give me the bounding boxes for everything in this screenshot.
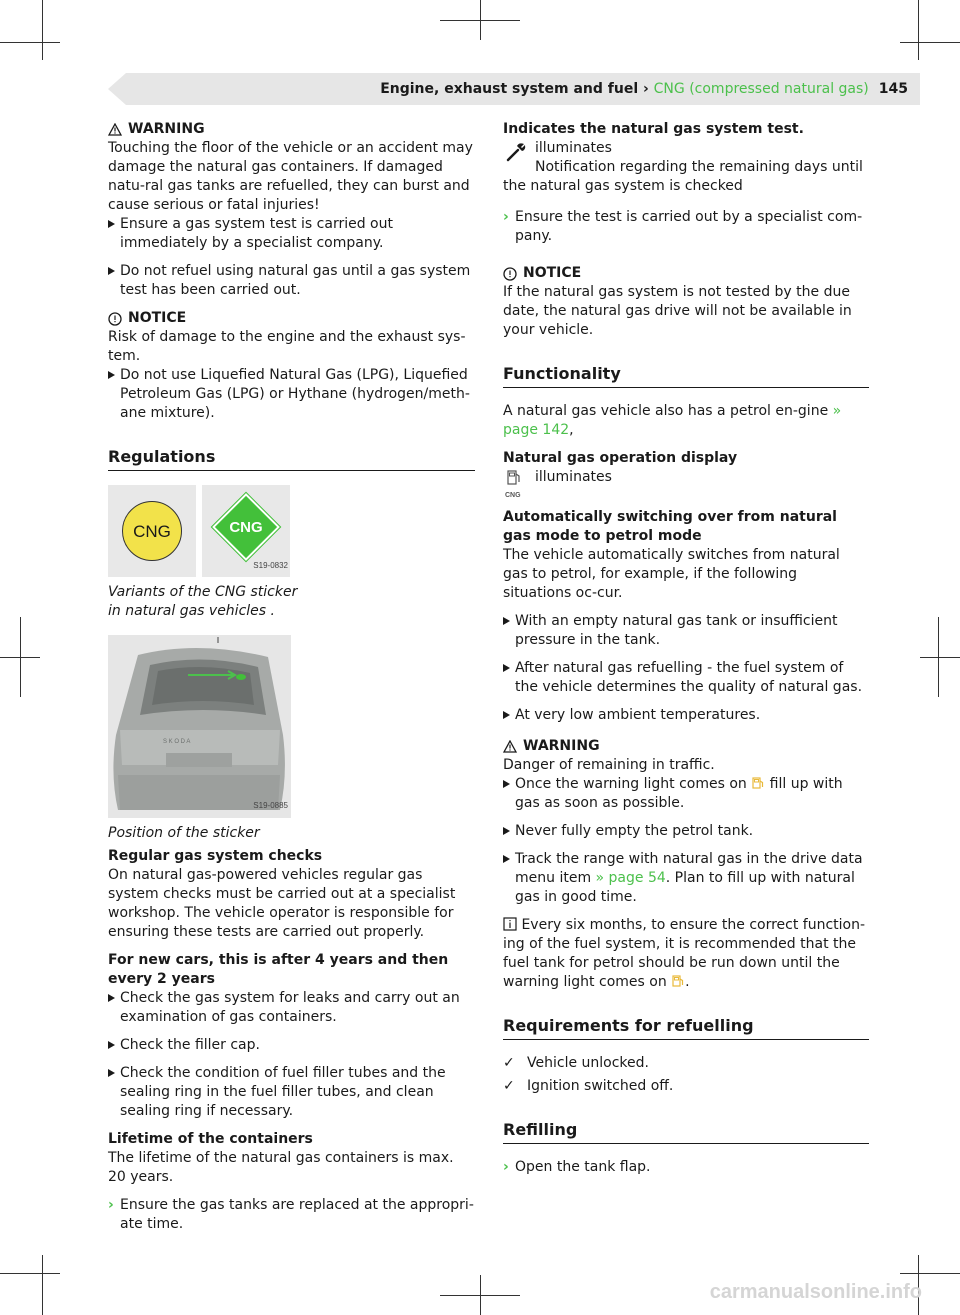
- test-title: Indicates the natural gas system test.: [503, 121, 804, 137]
- cng-fuel-icon: CNG: [505, 468, 523, 500]
- car-rear-figure: [108, 635, 291, 818]
- header-separator: ›: [638, 81, 654, 97]
- requirement-item: ✓ Ignition switched off.: [503, 1078, 674, 1094]
- checks-title: Regular gas system checks: [108, 848, 323, 864]
- crop-mark: [0, 1273, 60, 1274]
- warning-bullet: Once the warning light comes on fill up with gas as soon as possible.: [503, 775, 869, 813]
- fuel-warning-light-icon: [671, 974, 685, 988]
- crop-mark: [938, 617, 939, 697]
- refilling-step: › Open the tank flap.: [503, 1159, 651, 1175]
- warning-text: Touching the floor of the vehicle or an accident may damage the natural gas containers. If damaged natu-ral gas tanks are refuelled, they can burst and cause serious or fatal injuries!: [108, 140, 473, 213]
- notice-text: Risk of damage to the engine and the exhaust sys-tem.: [108, 329, 466, 364]
- warning-bullet: Track the range with natural gas in the drive data menu item » page 54. Plan to fill up with natural gas in good time.: [503, 850, 869, 907]
- test-indicator: illuminates: [503, 139, 869, 158]
- notice-title: NOTICE: [503, 264, 869, 283]
- cng-round-sticker-icon: CNG: [122, 501, 182, 561]
- crop-mark: [900, 1273, 960, 1274]
- auto-switch-title: Automatically switching over from natural gas mode to petrol mode: [503, 509, 837, 544]
- warning-triangle-icon: [108, 123, 122, 136]
- display-title: Natural gas operation display: [503, 450, 738, 466]
- crop-mark: [20, 617, 21, 697]
- watermark: carmanualsonline.info: [709, 1281, 922, 1303]
- running-header: [380, 80, 908, 99]
- fuel-warning-light-icon: [751, 776, 765, 790]
- checkmark-icon: ✓: [503, 1078, 515, 1094]
- header-subsection: CNG (compressed natural gas): [653, 81, 869, 97]
- check-bullet: Check the filler cap.: [108, 1036, 475, 1055]
- lifetime-text: The lifetime of the natural gas containers is max. 20 years.: [108, 1150, 454, 1185]
- auto-switch-text: The vehicle automatically switches from natural gas to petrol, for example, if the following situations oc-cur.: [503, 547, 840, 601]
- warning-bullet: Ensure a gas system test is carried out immediately by a specialist company.: [108, 215, 475, 253]
- situation-bullet: After natural gas refuelling - the fuel system of the vehicle determines the quality of natural gas.: [503, 659, 869, 697]
- notice-title: NOTICE: [108, 309, 475, 328]
- crop-mark: [920, 657, 960, 658]
- crop-mark: [42, 1255, 43, 1315]
- wrench-icon: [505, 141, 527, 163]
- section-heading-regulations: Regulations: [108, 447, 475, 471]
- crop-mark: [0, 42, 60, 43]
- warning-bullet: Never fully empty the petrol tank.: [503, 822, 869, 841]
- checkmark-icon: ✓: [503, 1055, 515, 1071]
- chevron-right-icon: ›: [503, 209, 509, 225]
- sticker-figure: [108, 485, 475, 577]
- figure-caption: Variants of the CNG sticker in natural gas vehicles .: [108, 584, 298, 619]
- info-note: Every six months, to ensure the correct function-ing of the fuel system, it is recommended that the fuel tank for petrol should be run down until the warning light comes on .: [503, 917, 866, 990]
- test-action: › Ensure the test is carried out by a specialist com-pany.: [503, 209, 863, 244]
- header-section: Engine, exhaust system and fuel: [380, 81, 639, 97]
- right-column: [503, 120, 869, 1186]
- situation-bullet: At very low ambient temperatures.: [503, 706, 869, 725]
- figure-caption: Position of the sticker: [108, 825, 260, 841]
- warning-text: Danger of remaining in traffic.: [503, 757, 715, 773]
- test-notification: Notification regarding the remaining days until the natural gas system is checked: [503, 159, 863, 194]
- crop-mark: [480, 1275, 481, 1315]
- notice-bullet: Do not use Liquefied Natural Gas (LPG), Liquefied Petroleum Gas (LPG) or Hythane (hydrogen/meth-ane mixture).: [108, 366, 475, 423]
- functionality-intro: A natural gas vehicle also has a petrol en-gine » page 142,: [503, 403, 842, 438]
- situation-bullet: With an empty natural gas tank or insufficient pressure in the tank.: [503, 612, 869, 650]
- warning-bullet: Do not refuel using natural gas until a gas system test has been carried out.: [108, 262, 475, 300]
- figure-code: S19-0885: [253, 801, 288, 810]
- requirement-item: ✓ Vehicle unlocked.: [503, 1055, 649, 1071]
- check-bullet: Check the condition of fuel filler tubes and the sealing ring in the fuel filler tubes, and clean sealing ring if necessary.: [108, 1064, 475, 1121]
- sticker-round: [108, 485, 196, 577]
- chevron-right-icon: ›: [108, 1197, 114, 1213]
- crop-mark: [480, 0, 481, 40]
- crop-mark: [42, 0, 43, 60]
- section-heading-requirements: Requirements for refuelling: [503, 1016, 869, 1040]
- warning-triangle-icon: [503, 740, 517, 753]
- page-link[interactable]: » page 54: [595, 870, 666, 886]
- info-icon: [503, 917, 517, 931]
- left-column: [108, 120, 475, 1243]
- page-link[interactable]: » page 142: [503, 403, 842, 438]
- page-number: 145: [878, 81, 908, 97]
- figure-code: S19-0832: [253, 561, 288, 570]
- crop-mark: [900, 42, 960, 43]
- warning-title: WARNING: [108, 120, 475, 139]
- checks-text: On natural gas-powered vehicles regular gas system checks must be carried out at a specialist workshop. The vehicle operator is responsible for ensuring these tests are carried out properly.: [108, 867, 456, 940]
- new-cars-title: For new cars, this is after 4 years and then every 2 years: [108, 952, 449, 987]
- car-rear-illustration-icon: [108, 635, 291, 818]
- crop-mark: [918, 0, 919, 60]
- notice-text: If the natural gas system is not tested by the due date, the natural gas drive will not be available in your vehicle.: [503, 284, 852, 338]
- lifetime-action: › Ensure the gas tanks are replaced at the appropri-ate time.: [108, 1197, 474, 1232]
- chevron-right-icon: ›: [503, 1159, 509, 1175]
- check-bullet: Check the gas system for leaks and carry out an examination of gas containers.: [108, 989, 475, 1027]
- warning-title: WARNING: [503, 737, 869, 756]
- section-heading-functionality: Functionality: [503, 364, 869, 388]
- notice-circle-icon: [108, 312, 122, 326]
- diamond-label: CNG: [229, 519, 263, 536]
- lifetime-title: Lifetime of the containers: [108, 1131, 313, 1147]
- sticker-diamond: [202, 485, 290, 577]
- cng-indicator: CNG illuminates: [505, 469, 612, 499]
- section-heading-refilling: Refilling: [503, 1120, 869, 1144]
- notice-circle-icon: [503, 267, 517, 281]
- svg-text:S K O D A: S K O D A: [163, 739, 191, 745]
